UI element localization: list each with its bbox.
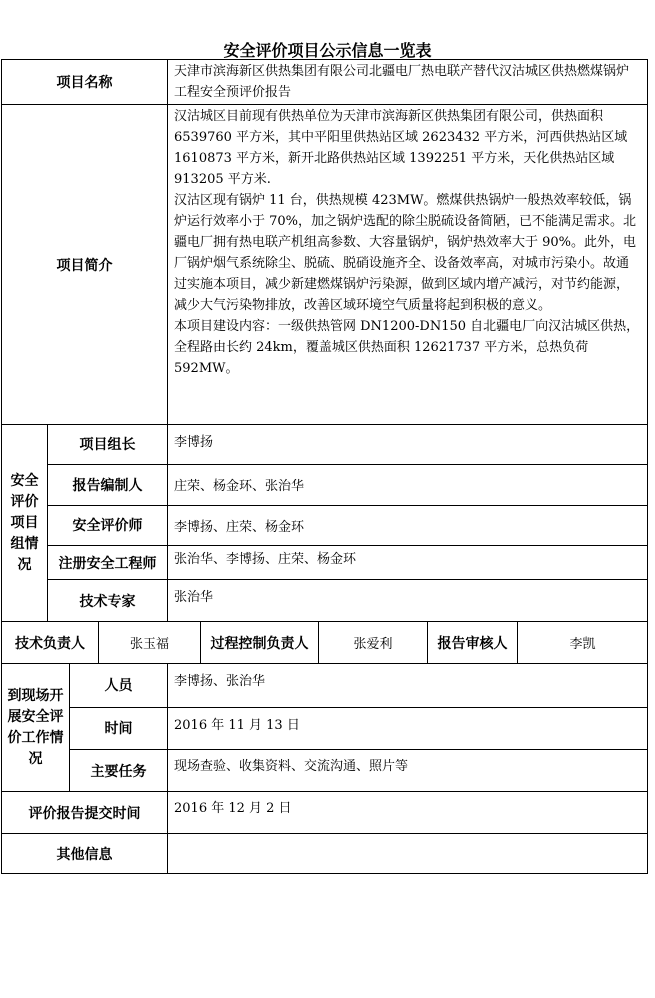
submit-time-value: 2016 年 12 月 2 日 <box>174 801 292 816</box>
process-control-value: 张爱利 <box>319 622 428 663</box>
onsite-time-label: 时间 <box>70 708 168 750</box>
onsite-group-label <box>2 664 70 791</box>
project-name-label: 项目名称 <box>2 60 168 104</box>
onsite-row <box>70 664 647 708</box>
onsite-task-value: 现场查验、收集资料、交流沟通、照片等 <box>174 759 409 775</box>
team-row <box>48 580 647 621</box>
onsite-task-label: 主要任务 <box>70 750 168 791</box>
tech-lead-value: 张玉福 <box>99 622 201 663</box>
info-table <box>1 59 648 874</box>
safety-engineer-label: 注册安全工程师 <box>48 546 168 579</box>
row-project-intro <box>2 105 647 425</box>
row-other-info <box>2 834 647 873</box>
project-intro-label: 项目简介 <box>2 105 168 424</box>
team-row <box>48 425 647 465</box>
project-intro-value <box>168 105 647 424</box>
onsite-row <box>70 750 647 791</box>
safety-engineer-value: 张治华、李博扬、庄荣、杨金环 <box>174 552 357 568</box>
team-rows <box>48 425 647 621</box>
safety-assessor-value: 李博扬、庄荣、杨金环 <box>174 519 305 535</box>
row-project-name <box>2 60 647 105</box>
safety-assessor-label: 安全评价师 <box>48 506 168 546</box>
project-name-value: 天津市滨海新区供热集团有限公司北疆电厂热电联产替代汉沽城区供热燃煤锅炉工程安全预评价报告 <box>174 64 630 100</box>
team-leader-label: 项目组长 <box>48 425 168 464</box>
onsite-time-value: 2016 年 11 月 13 日 <box>174 717 300 733</box>
tech-expert-value: 张治华 <box>174 590 214 606</box>
other-info-label: 其他信息 <box>2 834 168 873</box>
submit-time-label: 评价报告提交时间 <box>2 792 168 833</box>
tech-lead-label: 技术负责人 <box>2 622 99 663</box>
report-reviewer-value: 李凯 <box>569 637 596 652</box>
other-info-value <box>168 834 647 873</box>
team-group-label-text: 安全评价项目组情况 <box>10 472 39 573</box>
onsite-personnel-value: 李博扬、张治华 <box>174 674 266 689</box>
process-control-label: 过程控制负责人 <box>201 622 319 663</box>
team-row <box>48 465 647 506</box>
onsite-row <box>70 708 647 751</box>
team-row <box>48 506 647 547</box>
onsite-rows <box>70 664 647 791</box>
onsite-group-label-text: 到现场开展安全评价工作情况 <box>7 687 64 767</box>
row-submit-time <box>2 792 647 834</box>
report-author-value: 庄荣、杨金环、张治华 <box>174 479 305 495</box>
report-author-label: 报告编制人 <box>48 465 168 505</box>
onsite-personnel-label: 人员 <box>70 664 168 707</box>
report-reviewer-label: 报告审核人 <box>428 622 518 663</box>
row-team <box>2 425 647 622</box>
page-title: 安全评价项目公示信息一览表 <box>223 41 432 60</box>
team-group-label <box>2 425 48 621</box>
team-leader-value: 李博扬 <box>174 435 214 450</box>
row-onsite <box>2 664 647 792</box>
team-row <box>48 546 647 580</box>
intro-paragraph-3: 本项目建设内容：一级供热管网 DN1200-DN150 自北疆电厂向汉沽城区供热，全程路由长约 24km，覆盖城区供热面积 12621737 平方米，总热负荷 592MW。 <box>174 319 640 376</box>
tech-expert-label: 技术专家 <box>48 580 168 621</box>
row-responsible <box>2 622 647 664</box>
intro-paragraph-1: 汉沽城区目前现有供热单位为天津市滨海新区供热集团有限公司，供热面积 6539760 平方米，其中平阳里供热站区域 2623432 平方米，河西供热站区域 1610873 平方米，新开北路供热站区域 1392251 平方米，天化供热站区域 913205 平方米. <box>174 109 628 187</box>
intro-paragraph-2: 汉沽区现有锅炉 11 台，供热规模 423MW。燃煤供热锅炉一般热效率较低，锅炉运行效率小于 70%，加之锅炉选配的除尘脱硫设备简陋，已不能满足需求。北疆电厂拥有热电联产机组高参数、大容量锅炉，锅炉热效率大于 90%。此外，电厂锅炉烟气系统除尘、脱硫、脱硝设施齐全、设备效率高，对城市污染小。故通过实施本项目，减少新建燃煤锅炉污染源，做到区域内增产减污，对节约能源，减少大气污染物排放，改善区域环境空气质量将起到积极的意义。 <box>174 193 637 313</box>
